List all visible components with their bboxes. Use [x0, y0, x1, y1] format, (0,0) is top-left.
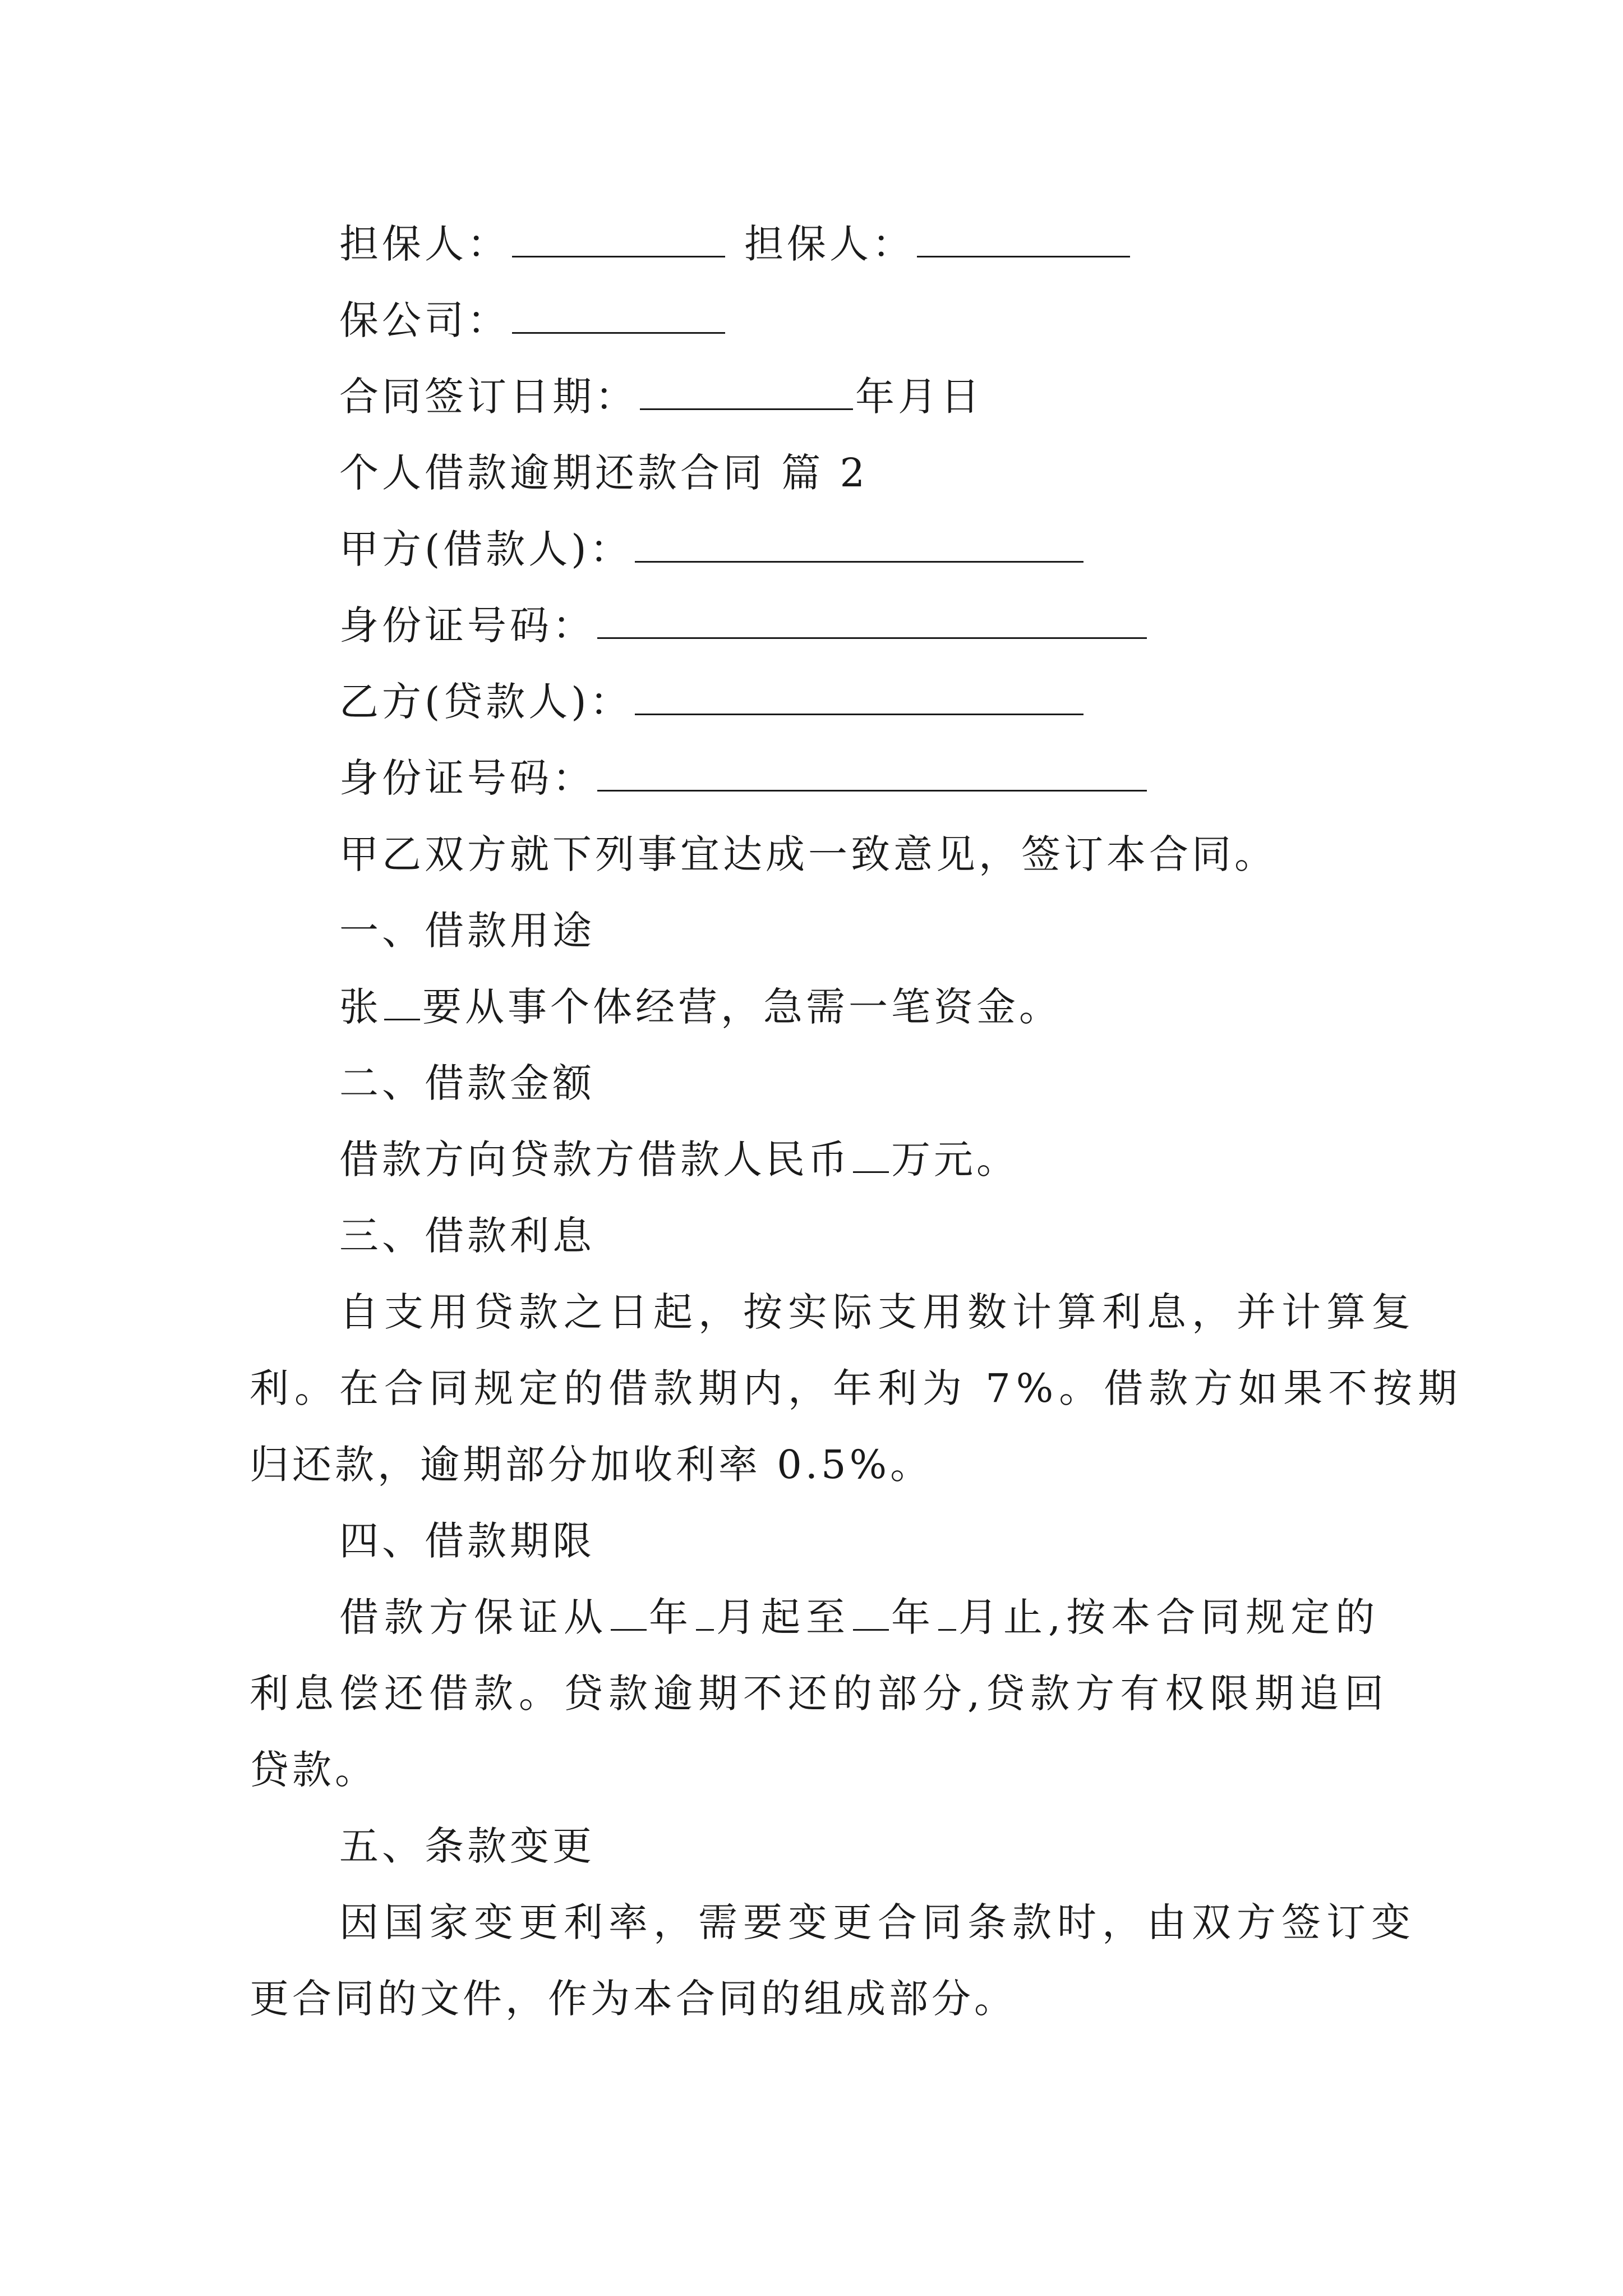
section-4-line-3: 贷款。 — [250, 1747, 377, 1793]
guarantor-label-1: 担保人： — [339, 221, 510, 267]
party-b-row — [339, 679, 1086, 725]
sign-date-row — [339, 374, 983, 420]
section-5-heading: 五、条款变更 — [339, 1823, 595, 1869]
sign-date-suffix: 年月日 — [855, 374, 983, 420]
s2-pre: 借款方向贷款方借款人民币 — [339, 1137, 851, 1182]
party-b-label: 乙方(贷款人)： — [339, 679, 633, 725]
s4-l1-c: 月起至 — [716, 1594, 851, 1640]
party-a-id-blank — [597, 631, 1147, 639]
s1-blank — [384, 1012, 420, 1020]
s4-year-2-blank — [853, 1622, 889, 1631]
company-blank — [512, 325, 725, 334]
section-4-line-2: 利息偿还借款。贷款逾期不还的部分,贷款方有权限期追回 — [250, 1671, 1390, 1717]
party-b-blank — [635, 707, 1083, 715]
section-1-text — [339, 984, 1062, 1030]
party-b-id-row — [339, 755, 1149, 801]
s1-post: 要从事个体经营，急需一笔资金。 — [422, 984, 1062, 1030]
company-row — [339, 297, 727, 343]
sign-date-blank — [640, 402, 853, 410]
section-3-heading: 三、借款利息 — [339, 1213, 595, 1259]
guarantor-row — [339, 221, 1132, 267]
sign-date-label: 合同签订日期： — [339, 374, 638, 420]
intro-text: 甲乙双方就下列事宜达成一致意见，签订本合同。 — [339, 831, 1277, 877]
party-a-blank — [635, 554, 1083, 563]
section-4-line-1 — [339, 1594, 1381, 1640]
s4-year-1-blank — [611, 1622, 647, 1631]
s2-blank — [853, 1165, 889, 1173]
guarantor-label-2: 担保人： — [744, 221, 915, 267]
party-b-id-blank — [597, 783, 1147, 792]
party-a-id-label: 身份证号码： — [339, 602, 595, 648]
party-a-id-row — [339, 602, 1149, 648]
guarantor-2-blank — [917, 249, 1130, 257]
s4-month-2-blank — [938, 1622, 956, 1631]
section-1-heading: 一、借款用途 — [339, 908, 595, 954]
guarantor-1-blank — [512, 249, 725, 257]
contract-title: 个人借款逾期还款合同 篇 2 — [339, 450, 869, 496]
party-a-label: 甲方(借款人)： — [339, 526, 633, 572]
s4-l1-e: 月止,按本合同规定的 — [958, 1594, 1381, 1640]
s2-post: 万元。 — [891, 1137, 1019, 1182]
section-2-text — [339, 1137, 1019, 1182]
section-3-line-1: 自支用贷款之日起，按实际支用数计算利息，并计算复 — [339, 1289, 1416, 1335]
party-b-id-label: 身份证号码： — [339, 755, 595, 801]
party-a-row — [339, 526, 1086, 572]
s4-l1-a: 借款方保证从 — [339, 1594, 608, 1640]
section-5-line-2: 更合同的文件，作为本合同的组成部分。 — [250, 1976, 1017, 2022]
s4-l1-b: 年 — [649, 1594, 694, 1640]
section-3-line-3: 归还款，逾期部分加收利率 0.5%。 — [250, 1442, 933, 1488]
s4-month-1-blank — [696, 1622, 714, 1631]
section-5-line-1: 因国家变更利率，需要变更合同条款时，由双方签订变 — [339, 1899, 1416, 1945]
company-label: 保公司： — [339, 297, 510, 343]
section-4-heading: 四、借款期限 — [339, 1518, 595, 1564]
section-3-line-2: 利。在合同规定的借款期内，年利为 7%。借款方如果不按期 — [250, 1365, 1463, 1411]
section-2-heading: 二、借款金额 — [339, 1060, 595, 1106]
s1-pre: 张 — [339, 984, 382, 1030]
s4-l1-d: 年 — [891, 1594, 936, 1640]
